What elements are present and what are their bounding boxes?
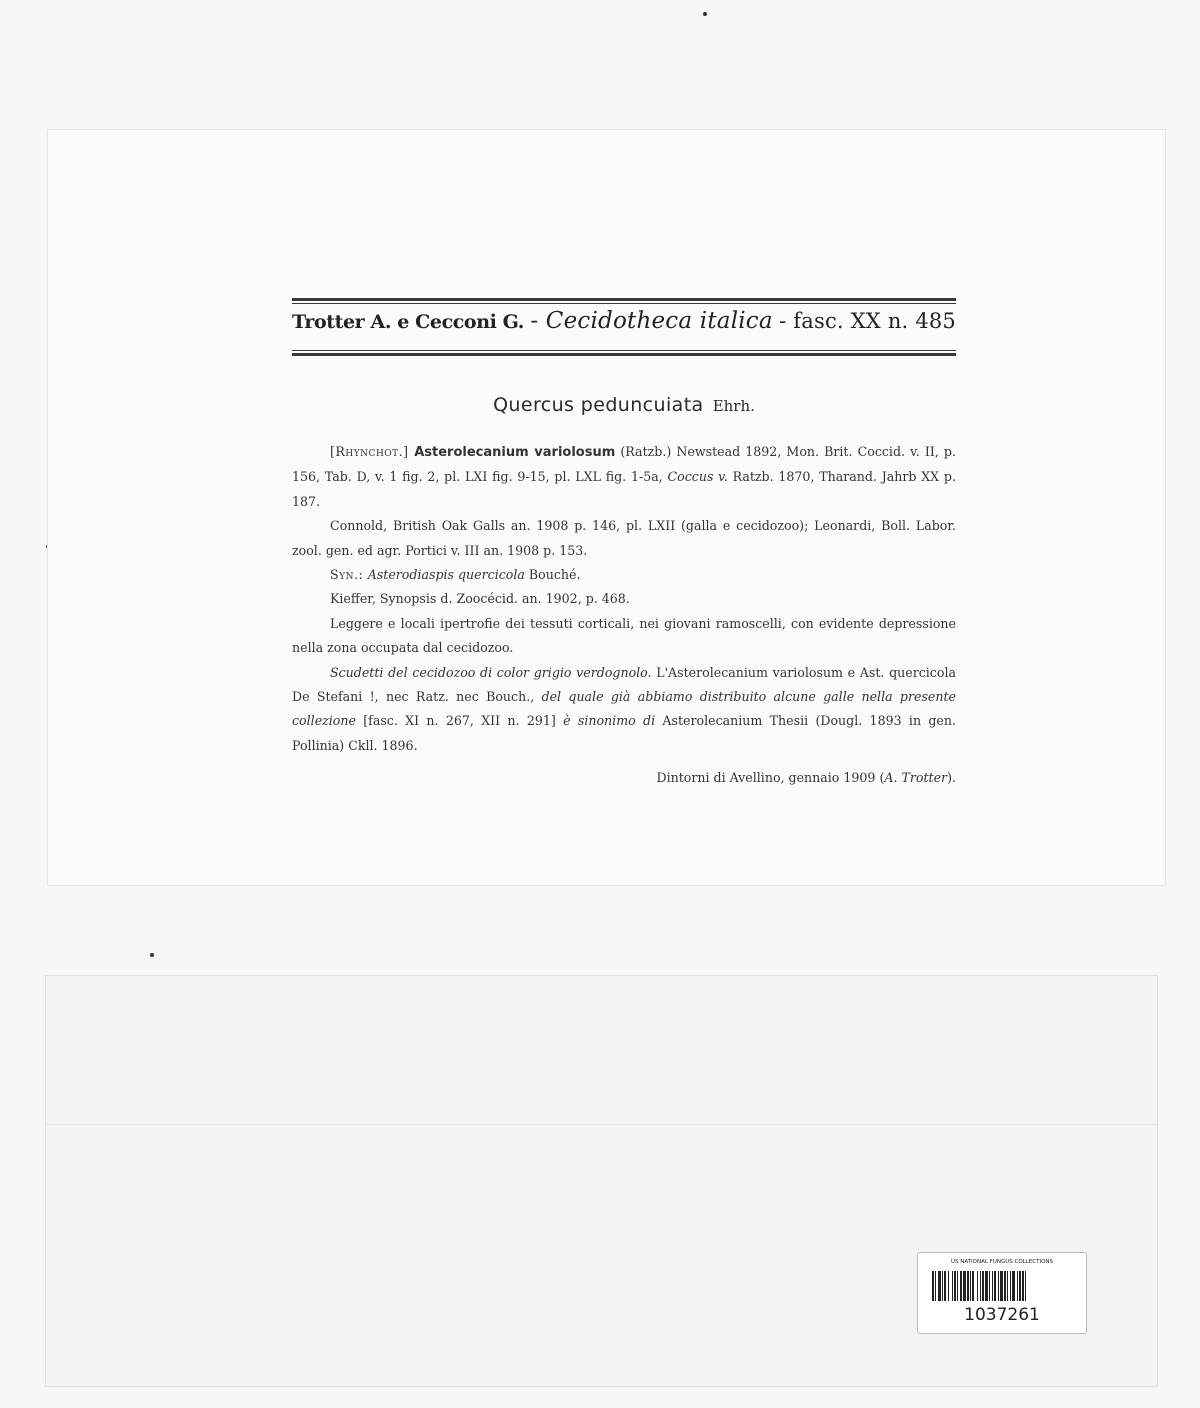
sticker-institution: US NATIONAL FUNGUS COLLECTIONS [950,1259,1054,1265]
header-collection-title [530,308,773,334]
label-text-segment: Syn.: [330,567,368,583]
label-text-segment: è sinonimo di [563,713,656,729]
label-text-segment: Bouché. [524,567,581,583]
label-paragraph [292,612,956,661]
label-text-segment: Leggere e locali ipertrofie dei tessuti corticali, nei giovani ramoscelli, con evidente depressione nella zona occupata dal cecidozoo. [292,615,956,656]
label-text-segment: Kieffer, Synopsis d. Zoocécid. an. 1902, p. 468. [330,591,630,607]
label-header [292,304,956,350]
label-paragraph [292,514,956,563]
label-body [292,440,956,758]
barcode-icon [932,1271,1072,1301]
specimen-label [292,298,956,785]
header-separator: - [530,308,546,334]
header-authors: Trotter A. e Cecconi G. [292,311,525,333]
host-plant [292,394,956,416]
label-text-segment: (Ratzb.) Newstead 1892, Mon. Brit. Coccid. v. II, p. 156, Tab. D, v. 1 fig. 2, pl. LXI fig. 9-15, pl. LXL fig. 1-5a, [292,444,957,485]
label-text-segment: L'Asterolecanium variolosum e Ast. quercicola De Stefani !, nec Ratz. nec Bouch., [292,664,956,705]
label-paragraph [292,587,956,611]
label-text-segment: Asterodiaspis quercicola [367,567,525,583]
collector-name: A. Trotter [884,770,948,786]
label-paragraph [292,440,956,514]
label-text-segment: Asterolecanium Thesii (Dougl. 1893 in gen. Pollinia) Ckll. 1896. [292,713,956,753]
label-text-segment: del quale già abbiamo distribuito alcune galle nella presente collezione [292,689,957,729]
locality-text: Dintorni di Avellino, gennaio 1909 ( [656,770,885,786]
label-text-segment: Asterolecanium variolosum [414,445,616,460]
paper-speck [150,953,154,957]
header-rule-bottom [292,350,956,356]
locality-close: ). [947,770,956,786]
label-paragraph [292,563,956,587]
label-text-segment: Connold, British Oak Galls an. 1908 p. 146, pl. LXII (galla e cecidozoo); Leonardi, Boll. Labor. zool. gen. ed agr. Portici v. III an. 1908 p. 153. [292,518,956,558]
label-text-segment: Coccus v. [667,469,728,485]
envelope-fold-line [46,1124,1157,1125]
host-name: Quercus peduncuiata [493,394,704,416]
label-text-segment: Scudetti del cecidozoo di color grigio verdognolo. [330,664,657,680]
host-authority: Ehrh. [712,397,755,415]
sticker-catalog-number: 1037261 [964,1305,1040,1325]
label-text-segment: Ratzb. 1870, Tharand. Jahrb XX p. 187. [292,469,956,509]
label-text-segment: [Rhynchot.] [330,444,415,459]
locality-line [292,770,956,785]
barcode-sticker [917,1252,1087,1334]
label-paragraph [292,661,956,759]
collection-title-text: Cecidotheca italica [545,308,773,334]
label-text-segment: [fasc. XI n. 267, XII n. 291] [355,713,564,729]
header-fascicle: - fasc. XX n. 485 [779,309,956,333]
paper-speck [703,12,707,16]
